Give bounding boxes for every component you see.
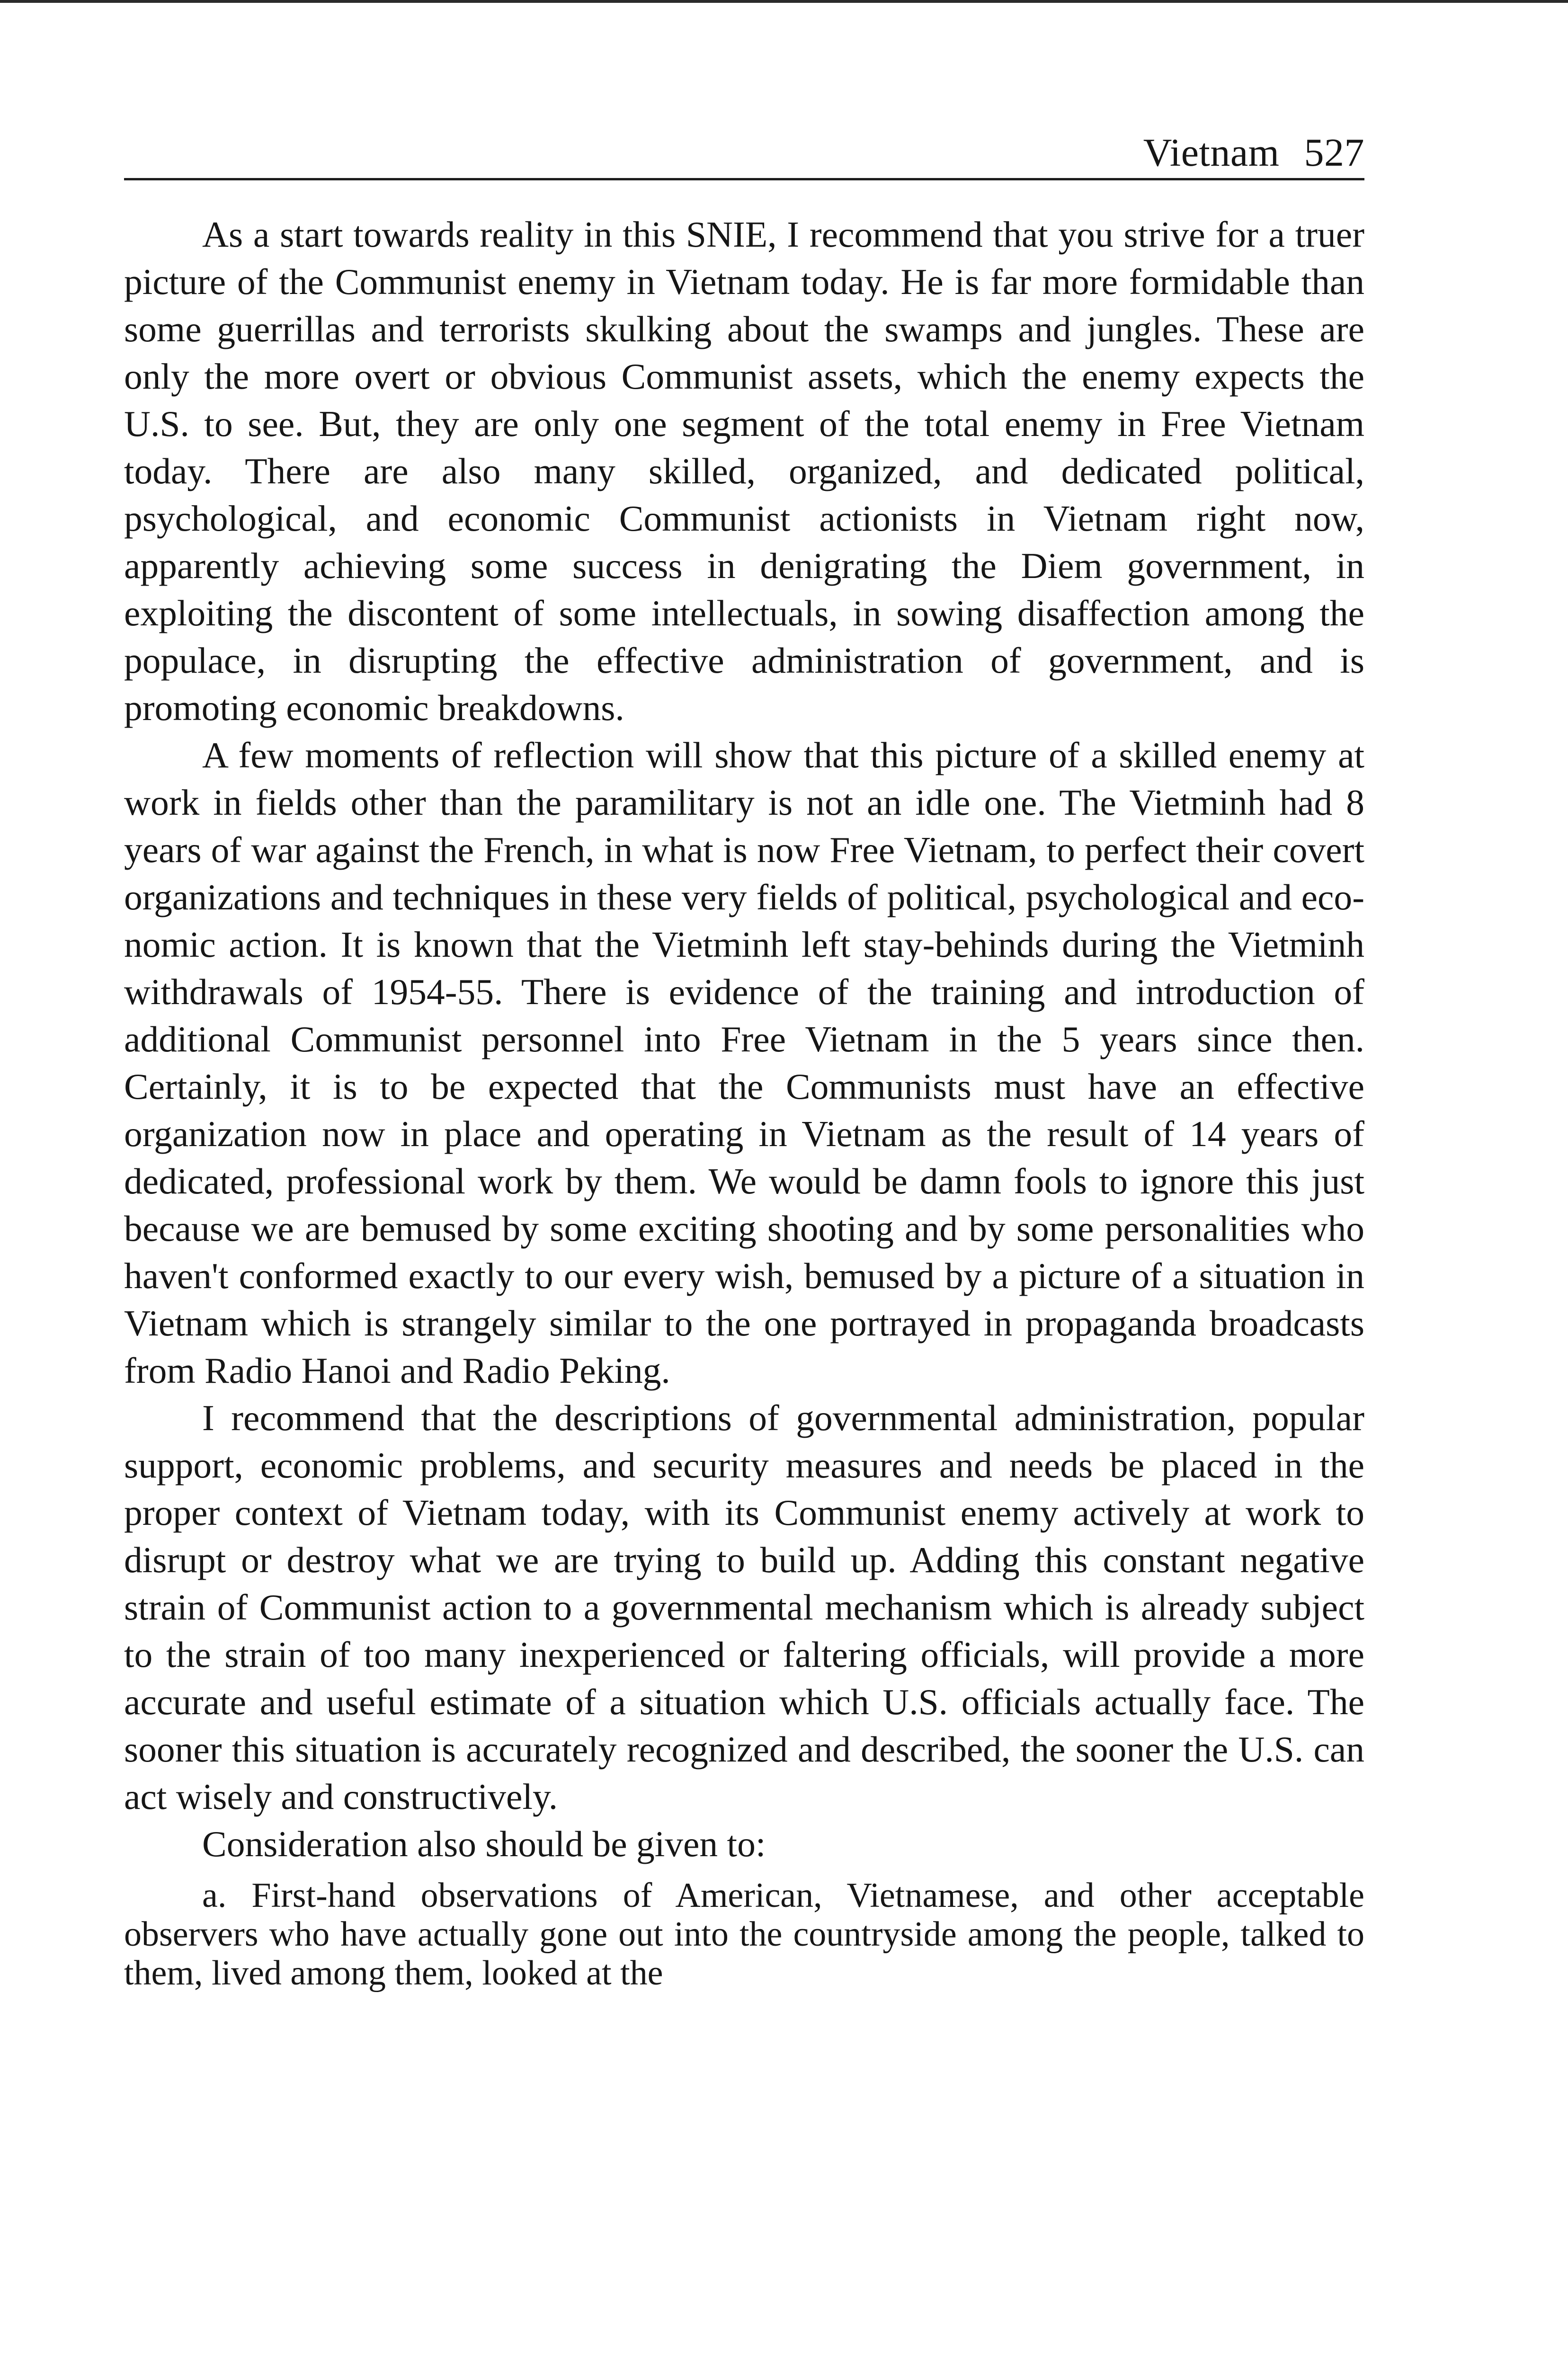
- paragraph-snie-recommendation: As a start towards reality in this SNIE, I recommend that you strive for a truer picture of the Communist enemy in Vietnam today. He is far more formidable than some guerrillas and terrorists skulking about the swamps and jungles. These are only the more overt or obvious Communist assets, which the enemy expects the U.S. to see. But, they are only one segment of the total enemy in Free Vietnam today. There are also many skilled, organized, and dedicated political, psychological, and economic Communist actionists in Vietnam right now, apparently achieving some success in denigrating the Diem government, in exploiting the discontent of some intellectuals, in sowing disaffection among the populace, in disrupting the effective administration of government, and is promoting economic breakdowns.: [124, 214, 1364, 728]
- list-item-a: a. First-hand observations of American, Vietnamese, and other acceptable observers who have actually gone out into the countryside among the people, talked to them, lived among them, looked at the: [124, 1876, 1364, 1993]
- running-header: [124, 128, 1364, 180]
- paragraph-skilled-enemy: A few moments of reflection will show that this picture of a skilled enemy at work in fields other than the paramilitary is not an idle one. The Vietminh had 8 years of war against the French, in what is now Free Vietnam, to perfect their covert organizations and techniques in these very fields of political, psychological and economic action. It is known that the Vietminh left stay-behinds during the Vietminh withdrawals of 1954-55. There is evidence of the training and introduction of additional Communist personnel into Free Vietnam in the 5 years since then. Certainly, it is to be expected that the Communists must have an effective organization now in place and operating in Vietnam as the result of 14 years of dedicated, professional work by them. We would be damn fools to ignore this just because we are bemused by some exciting shooting and by some personalities who haven't conformed exactly to our every wish, bemused by a picture of a situation in Vietnam which is strangely similar to the one portrayed in propaganda broadcasts from Radio Hanoi and Radio Peking.: [124, 735, 1364, 1391]
- paragraph-consideration-intro: Consideration also should be given to:: [202, 1824, 766, 1864]
- book-page: [124, 128, 1364, 1993]
- page-number: 527: [1304, 131, 1364, 175]
- paragraph-governmental-context: I recommend that the descriptions of governmental administration, popular support, economic problems, and security measures and needs be placed in the proper context of Vietnam today, with its Communist enemy actively at work to disrupt or destroy what we are trying to build up. Adding this constant negative strain of Communist action to a governmental mechanism which is already subject to the strain of too many inexperienced or faltering officials, will provide a more accurate and useful estimate of a situation which U.S. officials actually face. The sooner this situation is accurately recognized and described, the sooner the U.S. can act wisely and constructively.: [124, 1397, 1364, 1817]
- top-edge-rule: [0, 0, 1568, 3]
- body-text: [124, 211, 1364, 1868]
- running-title: Vietnam: [1143, 131, 1280, 175]
